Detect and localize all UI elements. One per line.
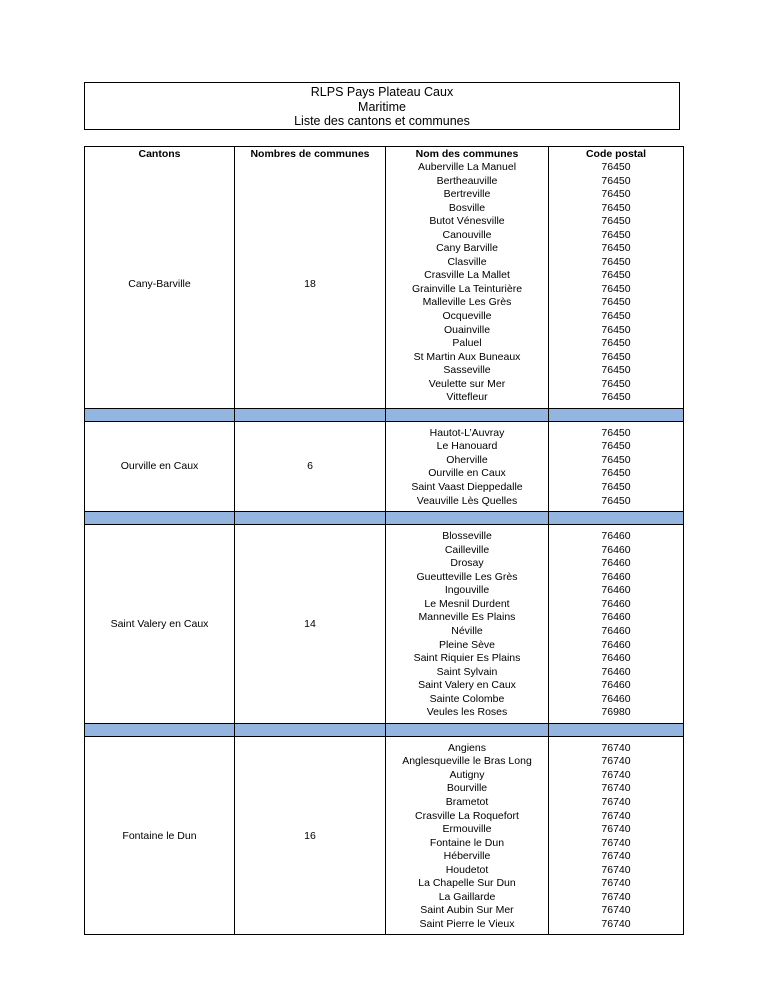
commune-name: Veules les Roses bbox=[426, 706, 508, 719]
commune-name: Canouville bbox=[442, 228, 492, 241]
commune-name: La Gaillarde bbox=[438, 890, 496, 903]
commune-count: 14 bbox=[235, 525, 386, 724]
commune-name: Autigny bbox=[449, 768, 485, 781]
commune-name: Malleville Les Grès bbox=[422, 296, 512, 309]
postal-code: 76450 bbox=[601, 323, 631, 336]
commune-name: Brametot bbox=[445, 795, 489, 808]
commune-name: Paluel bbox=[452, 337, 482, 350]
document-title-box bbox=[84, 82, 680, 130]
commune-name: Pleine Sève bbox=[438, 638, 496, 651]
canton-name: Ourville en Caux bbox=[85, 421, 235, 511]
postal-code: 76450 bbox=[601, 337, 631, 350]
postal-code: 76740 bbox=[601, 863, 631, 876]
postal-code: 76450 bbox=[601, 467, 631, 480]
postal-code-list bbox=[549, 161, 683, 405]
commune-name: Bertreville bbox=[443, 188, 491, 201]
commune-name: St Martin Aux Buneaux bbox=[413, 350, 521, 363]
postal-code: 76450 bbox=[601, 426, 631, 439]
postal-code: 76740 bbox=[601, 917, 631, 930]
postal-code: 76460 bbox=[601, 530, 631, 543]
commune-name: Veauville Lès Quelles bbox=[416, 494, 518, 507]
commune-name: Manneville Es Plains bbox=[418, 611, 516, 624]
commune-name: Blosseville bbox=[442, 530, 492, 543]
postal-code: 76450 bbox=[601, 228, 631, 241]
postal-code: 76450 bbox=[601, 255, 631, 268]
commune-name: Saint Valery en Caux bbox=[418, 679, 516, 692]
postal-code: 76460 bbox=[601, 597, 631, 610]
postal-code: 76740 bbox=[601, 768, 631, 781]
postal-code: 76460 bbox=[601, 679, 631, 692]
canton-separator bbox=[85, 408, 684, 421]
postal-code: 76460 bbox=[601, 665, 631, 678]
postal-code: 76740 bbox=[601, 795, 631, 808]
commune-name: Grainville La Teinturière bbox=[411, 282, 523, 295]
header-postal: Code postal bbox=[549, 147, 684, 162]
cantons-table bbox=[84, 146, 684, 935]
postal-code: 76980 bbox=[601, 706, 631, 719]
commune-list bbox=[386, 161, 548, 405]
commune-name: Cany Barville bbox=[436, 242, 498, 255]
commune-name: Sasseville bbox=[443, 364, 491, 377]
commune-name: Bourville bbox=[446, 782, 488, 795]
canton-separator bbox=[85, 512, 684, 525]
canton-separator bbox=[85, 723, 684, 736]
table-header-row bbox=[85, 147, 684, 162]
postal-code: 76450 bbox=[601, 377, 631, 390]
commune-name: Auberville La Manuel bbox=[417, 161, 517, 173]
postal-code: 76740 bbox=[601, 755, 631, 768]
postal-code: 76740 bbox=[601, 782, 631, 795]
postal-code: 76450 bbox=[601, 161, 631, 173]
postal-code: 76460 bbox=[601, 652, 631, 665]
commune-name: Cailleville bbox=[444, 543, 490, 556]
commune-name: Anglesqueville le Bras Long bbox=[402, 755, 532, 768]
postal-code: 76450 bbox=[601, 201, 631, 214]
postal-code: 76460 bbox=[601, 624, 631, 637]
postal-code: 76450 bbox=[601, 440, 631, 453]
postal-code: 76740 bbox=[601, 877, 631, 890]
commune-list bbox=[386, 427, 548, 508]
commune-name: Le Hanouard bbox=[436, 440, 498, 453]
commune-count: 6 bbox=[235, 421, 386, 511]
commune-name: Crasville La Roquefort bbox=[415, 809, 519, 822]
commune-name: Ermouville bbox=[442, 823, 492, 836]
postal-code: 76450 bbox=[601, 174, 631, 187]
postal-code: 76450 bbox=[601, 269, 631, 282]
commune-name: Bertheauville bbox=[436, 174, 498, 187]
commune-name: Vittefleur bbox=[446, 391, 488, 404]
title-line-2: Maritime bbox=[358, 99, 406, 114]
postal-code: 76740 bbox=[601, 890, 631, 903]
postal-code: 76450 bbox=[601, 364, 631, 377]
canton-row bbox=[85, 736, 684, 935]
commune-name: Ourville en Caux bbox=[428, 467, 506, 480]
postal-code: 76740 bbox=[601, 809, 631, 822]
postal-code: 76460 bbox=[601, 557, 631, 570]
commune-name: Ocqueville bbox=[442, 310, 492, 323]
commune-name: Saint Aubin Sur Mer bbox=[420, 904, 514, 917]
commune-name: Héberville bbox=[443, 850, 491, 863]
commune-name: Fontaine le Dun bbox=[429, 836, 505, 849]
commune-name: Veulette sur Mer bbox=[428, 377, 506, 390]
commune-name: Saint Sylvain bbox=[436, 665, 498, 678]
commune-name: Le Mesnil Durdent bbox=[424, 597, 510, 610]
postal-code: 76450 bbox=[601, 242, 631, 255]
commune-list bbox=[386, 530, 548, 720]
postal-code: 76740 bbox=[601, 836, 631, 849]
commune-list bbox=[386, 742, 548, 932]
postal-code: 76460 bbox=[601, 584, 631, 597]
commune-name: Ouainville bbox=[443, 323, 491, 336]
postal-code: 76460 bbox=[601, 611, 631, 624]
postal-code: 76450 bbox=[601, 215, 631, 228]
commune-name: Saint Pierre le Vieux bbox=[419, 917, 515, 930]
postal-code: 76460 bbox=[601, 543, 631, 556]
postal-code: 76460 bbox=[601, 570, 631, 583]
postal-code: 76740 bbox=[601, 741, 631, 754]
commune-name: Saint Riquier Es Plains bbox=[413, 652, 521, 665]
commune-name: Oherville bbox=[446, 453, 488, 466]
commune-name: Ingouville bbox=[444, 584, 490, 597]
postal-code-list bbox=[549, 742, 683, 932]
canton-name: Cany-Barville bbox=[85, 161, 235, 408]
postal-code: 76450 bbox=[601, 296, 631, 309]
header-count: Nombres de communes bbox=[235, 147, 386, 162]
commune-count: 18 bbox=[235, 161, 386, 408]
commune-name: Butot Vénesville bbox=[429, 215, 505, 228]
commune-name: Clasville bbox=[447, 255, 487, 268]
postal-code: 76450 bbox=[601, 350, 631, 363]
commune-count: 16 bbox=[235, 736, 386, 935]
commune-name: Houdetot bbox=[445, 863, 489, 876]
canton-row bbox=[85, 161, 684, 408]
commune-name: Drosay bbox=[450, 557, 484, 570]
postal-code: 76450 bbox=[601, 310, 631, 323]
commune-name: Néville bbox=[451, 624, 483, 637]
commune-name: Saint Vaast Dieppedalle bbox=[411, 481, 523, 494]
title-line-3: Liste des cantons et communes bbox=[294, 114, 470, 128]
commune-name: Crasville La Mallet bbox=[424, 269, 510, 282]
postal-code: 76740 bbox=[601, 823, 631, 836]
canton-row bbox=[85, 525, 684, 724]
postal-code: 76450 bbox=[601, 453, 631, 466]
commune-name: La Chapelle Sur Dun bbox=[418, 877, 516, 890]
postal-code-list bbox=[549, 427, 683, 508]
canton-name: Saint Valery en Caux bbox=[85, 525, 235, 724]
commune-name: Bosville bbox=[448, 201, 486, 214]
title-line-1: RLPS Pays Plateau Caux bbox=[310, 85, 454, 99]
commune-name: Hautot-L’Auvray bbox=[429, 426, 505, 439]
postal-code: 76740 bbox=[601, 904, 631, 917]
postal-code-list bbox=[549, 530, 683, 720]
postal-code: 76460 bbox=[601, 638, 631, 651]
commune-name: Sainte Colombe bbox=[429, 692, 505, 705]
commune-name: Gueutteville Les Grès bbox=[416, 570, 518, 583]
postal-code: 76450 bbox=[601, 188, 631, 201]
postal-code: 76450 bbox=[601, 282, 631, 295]
commune-name: Angiens bbox=[448, 741, 486, 754]
canton-row bbox=[85, 421, 684, 511]
postal-code: 76450 bbox=[601, 391, 631, 404]
postal-code: 76450 bbox=[601, 494, 631, 507]
postal-code: 76450 bbox=[601, 481, 631, 494]
header-cantons: Cantons bbox=[85, 147, 235, 162]
postal-code: 76740 bbox=[601, 850, 631, 863]
canton-name: Fontaine le Dun bbox=[85, 736, 235, 935]
postal-code: 76460 bbox=[601, 692, 631, 705]
header-names: Nom des communes bbox=[386, 147, 549, 162]
